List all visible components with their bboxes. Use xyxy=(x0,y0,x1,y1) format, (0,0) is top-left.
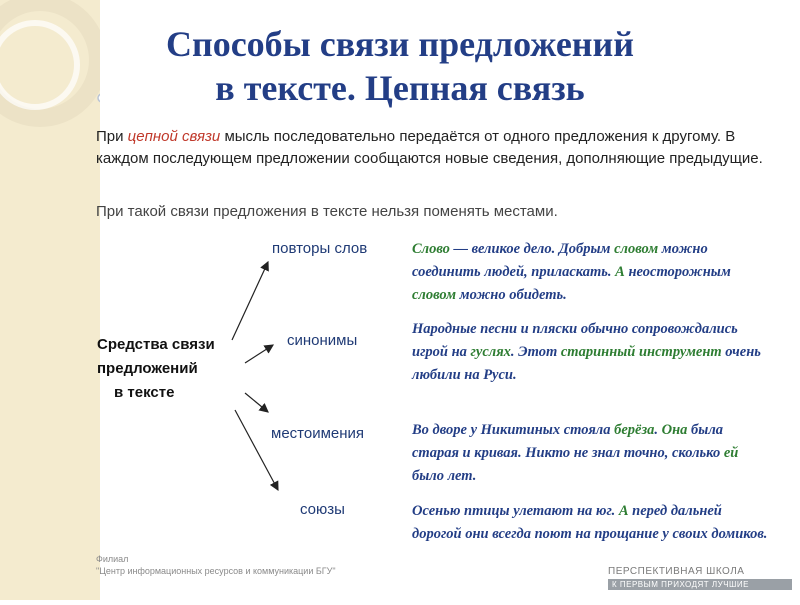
arrow-to-repeats xyxy=(232,262,268,340)
ex2-text: очень любили на Руси. xyxy=(412,344,761,383)
example-conjunctions xyxy=(412,500,770,546)
ex4-text: Осенью птицы улетают на юг. xyxy=(412,503,619,519)
ex1-text: Добрым xyxy=(558,241,615,257)
ex3-text: было лет. xyxy=(412,468,477,484)
ex1-word: словом xyxy=(412,287,457,303)
example-repeats xyxy=(412,238,770,307)
intro-rest: мысль последовательно передаётся от одного предложения к другому. В каждом последующем предложении сообщаются новые сведения, дополняющие предыдущие. xyxy=(96,128,763,167)
arrow-to-conjunctions xyxy=(235,410,278,490)
ex3-word: Она xyxy=(661,422,688,438)
note-paragraph: При такой связи предложения в тексте нельзя поменять местами. xyxy=(96,203,558,220)
ex3-word: ей xyxy=(723,445,739,461)
example-synonyms xyxy=(412,318,770,387)
footer-line-2: "Центр информационных ресурсов и коммуникации БГУ" xyxy=(96,566,336,576)
title-line-2: в тексте. Цепная связь xyxy=(215,68,585,108)
ex4-text: перед дальней дорогой они всегда поют на прощание у своих домиков. xyxy=(412,503,768,542)
ex1-text: — великое дело. xyxy=(449,241,559,257)
ex1-word: словом xyxy=(614,241,659,257)
ex1-text: можно обидеть. xyxy=(456,287,567,303)
ex1-text: неосторожным xyxy=(624,264,731,280)
type-synonyms: синонимы xyxy=(287,332,358,349)
example-pronouns xyxy=(412,419,770,488)
ex2-text: . Этот xyxy=(510,344,561,360)
type-conjunctions: союзы xyxy=(300,501,345,518)
arrow-to-synonyms xyxy=(245,345,273,363)
ex3-text: Во дворе у Никитиных стояла xyxy=(412,422,615,438)
ex4-word: А xyxy=(618,503,629,519)
ex3-text: была старая и кривая. Никто не знал точно, сколько xyxy=(412,422,724,461)
means-line-1: Средства связи xyxy=(97,336,215,353)
school-logo xyxy=(608,566,792,594)
intro-term: цепной связи xyxy=(127,128,221,145)
means-line-3: в тексте xyxy=(114,384,175,401)
intro-prefix: При xyxy=(96,128,128,145)
ex2-word: старинный инструмент xyxy=(560,344,722,360)
ex1-text: можно соединить людей, приласкать. xyxy=(412,241,708,280)
ex2-text: Народные песни и пляски обычно сопровождались игрой на xyxy=(412,321,738,360)
footer-line-1: Филиал xyxy=(96,554,129,564)
ex1-word: Слово xyxy=(412,241,450,257)
ex3-text: . xyxy=(654,422,662,438)
title-line-1: Способы связи предложений xyxy=(165,24,635,64)
arrow-to-pronouns xyxy=(245,393,268,412)
logo-bar-text: К ПЕРВЫМ ПРИХОДЯТ ЛУЧШИЕ xyxy=(608,579,792,590)
logo-top-text: ПЕРСПЕКТИВНАЯ ШКОЛА xyxy=(608,566,745,577)
type-pronouns: местоимения xyxy=(271,425,365,442)
ex2-word: гуслях xyxy=(470,344,511,360)
means-line-2: предложений xyxy=(97,360,198,377)
type-repeats: повторы слов xyxy=(272,240,368,257)
ex1-word: А xyxy=(615,264,625,280)
ex3-word: берёза xyxy=(614,422,655,438)
footer-branch xyxy=(96,553,336,577)
